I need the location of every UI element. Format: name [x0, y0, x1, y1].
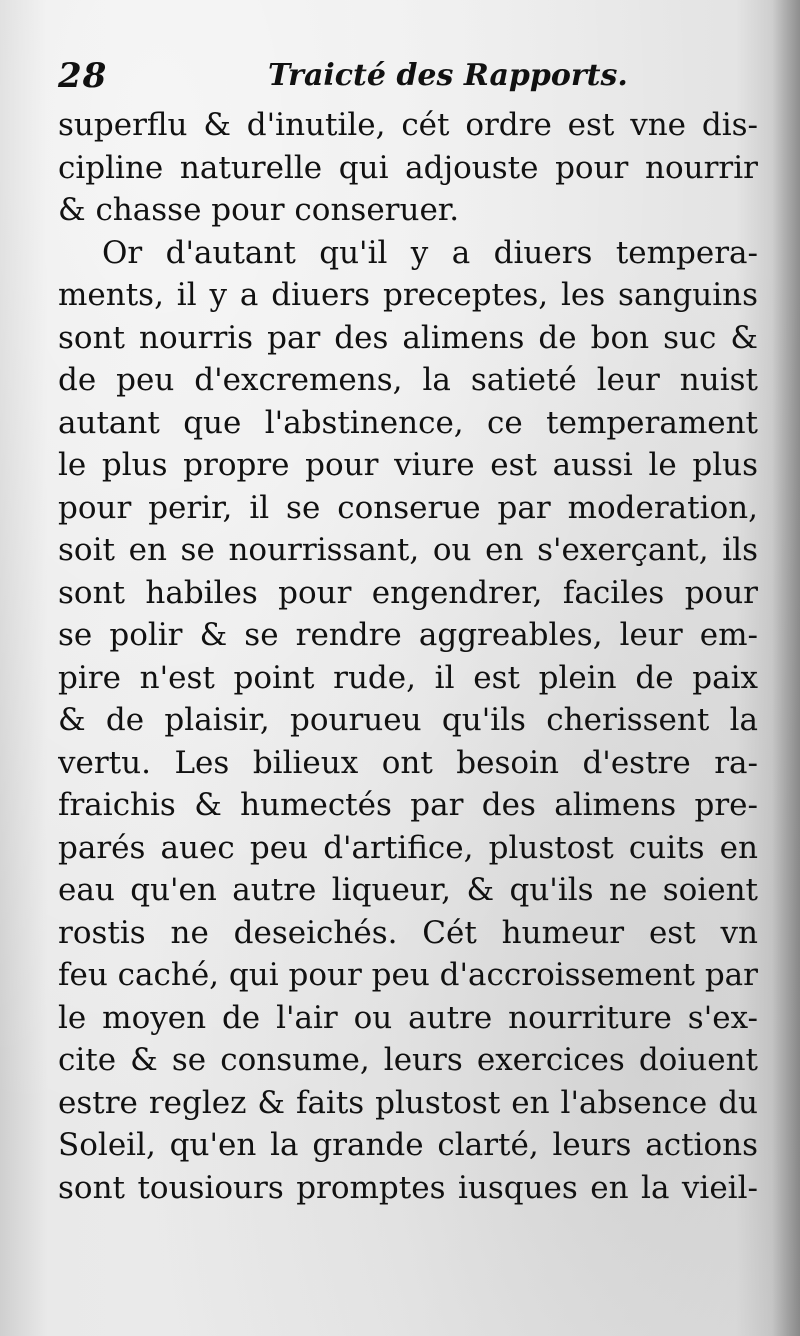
text-line: rostis ne deseichés. Cét humeur est vn	[58, 914, 758, 951]
text-line: autant que l'abstinence, ce temperament	[58, 404, 758, 441]
text-line: sont nourris par des alimens de bon suc &	[58, 319, 758, 356]
running-head	[58, 56, 748, 100]
text-line: cipline naturelle qui adjouste pour nourrir	[58, 149, 758, 186]
text-line: Soleil, qu'en la grande clarté, leurs actions	[58, 1127, 758, 1163]
text-line: feu caché, qui pour peu d'accroissement par	[58, 957, 758, 993]
page-number: 28	[58, 56, 108, 96]
text-line: parés auec peu d'artifice, plustost cuits en	[58, 829, 758, 866]
text-line: se polir & se rendre aggreables, leur em-	[58, 617, 758, 653]
text-line: & de plaisir, pourueu qu'ils cherissent la	[58, 702, 758, 738]
text-line: le plus propre pour viure est aussi le plus	[58, 447, 758, 483]
text-line: & chasse pour conseruer.	[58, 192, 460, 228]
text-line: le moyen de l'air ou autre nourriture s'ex-	[58, 999, 758, 1036]
text-line: Or d'autant qu'il y a diuers tempera-	[102, 234, 758, 271]
running-title: Traicté des Rapports.	[268, 58, 628, 93]
text-line: estre reglez & faits plustost en l'absence du	[58, 1084, 758, 1121]
text-line: pire n'est point rude, il est plein de paix	[58, 659, 758, 696]
text-line: cite & se consume, leurs exercices doiuent	[58, 1042, 758, 1078]
body-text	[58, 104, 758, 1209]
text-line: eau qu'en autre liqueur, & qu'ils ne soient	[58, 872, 758, 908]
text-line: pour perir, il se conserue par moderation,	[58, 489, 758, 526]
text-line: sont habiles pour engendrer, faciles pour	[58, 574, 758, 611]
text-line: superflu & d'inutile, cét ordre est vne dis-	[58, 107, 758, 143]
text-line: fraichis & humectés par des alimens pre-	[58, 787, 758, 823]
text-line: vertu. Les bilieux ont besoin d'estre ra-	[58, 744, 758, 781]
text-line: soit en se nourrissant, ou en s'exerçant, ils	[58, 532, 758, 568]
page-edge-shadow	[772, 0, 800, 1336]
text-line: ments, il y a diuers preceptes, les sanguins	[58, 277, 758, 313]
text-line: sont tousiours promptes iusques en la vieil-	[58, 1169, 758, 1206]
text-line: de peu d'excremens, la satieté leur nuist	[58, 362, 758, 398]
